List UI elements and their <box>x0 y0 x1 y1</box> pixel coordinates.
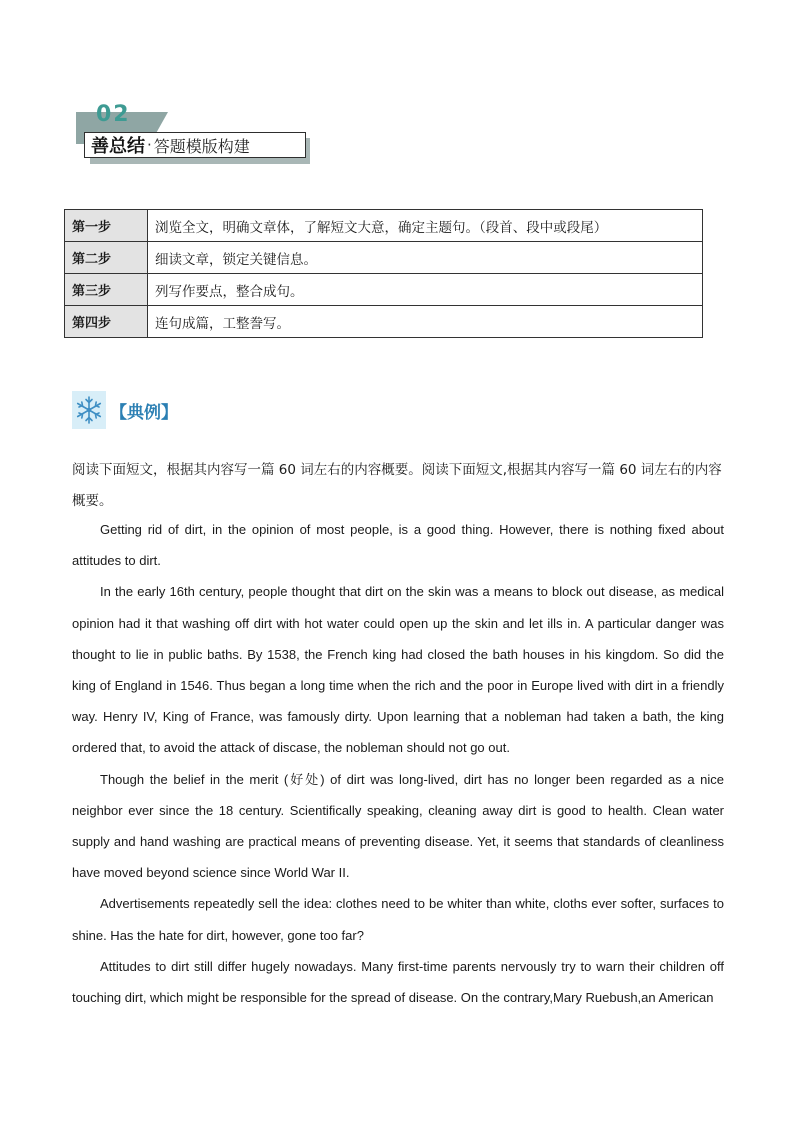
section-title-sub: 答题模版构建 <box>153 136 250 156</box>
passage-paragraph: Attitudes to dirt still differ hugely nowadays. Many first-time parents nervously try to warn their children off touching dirt, which might be responsible for the spread of disease. On the contrary,Mary Ruebush,an American <box>72 958 724 1006</box>
step-text: 浏览全文，明确文章体，了解短文大意，确定主题句。（段首、段中或段尾） <box>148 210 703 242</box>
steps-table <box>64 209 703 338</box>
step-text: 列写作要点，整合成句。 <box>148 274 703 306</box>
section-title-separator: · <box>147 136 152 154</box>
table-row <box>65 274 703 306</box>
example-header <box>72 390 178 430</box>
passage-paragraph: Though the belief in the merit (好处) of dirt was long-lived, dirt has no longer been regarded as a nice neighbor ever since the 18 century. Scientifically speaking, cleaning away dirt is good to health. Clean water supply and hand washing are practical means of preventing disease. Yet, it seems that standards of cleanliness have moved beyond science since World War II. <box>72 771 724 881</box>
step-text: 细读文章，锁定关键信息。 <box>148 242 703 274</box>
step-label: 第一步 <box>65 210 148 242</box>
step-text: 连句成篇，工整誊写。 <box>148 306 703 338</box>
step-label: 第二步 <box>65 242 148 274</box>
step-label: 第三步 <box>65 274 148 306</box>
example-title: 【典例】 <box>110 402 178 423</box>
passage-paragraph: In the early 16th century, people thought that dirt on the skin was a means to block out disease, as medical opinion had it that washing off dirt with hot water could open up the skin and let ills in. A particular danger was thought to lie in public baths. By 1538, the French king had closed the bath houses in his kingdom. So did the king of England in 1546. Thus began a long time when the rich and the poor in Europe lived with dirt in a friendly way. Henry IV, King of France, was famously dirty. Upon learning that a nobleman had taken a bath, the king ordered that, to avoid the attack of discase, the nobleman should not go out. <box>72 584 724 756</box>
section-number: 02 <box>96 102 131 127</box>
passage-paragraph: Getting rid of dirt, in the opinion of most people, is a good thing. However, there is nothing fixed about attitudes to dirt. <box>72 522 724 569</box>
passage-paragraph: Advertisements repeatedly sell the idea: clothes need to be whiter than white, cloths ever softer, surfaces to shine. Has the hate for dirt, however, gone too far? <box>72 896 724 943</box>
task-instruction: 阅读下面短文，根据其内容写一篇 60 词左右的内容概要。阅读下面短文,根据其内容写一篇 60 词左右的内容概要。 <box>72 462 722 509</box>
snowflake-icon <box>72 391 106 429</box>
table-row <box>65 306 703 338</box>
section-title-box <box>84 132 306 158</box>
step-label: 第四步 <box>65 306 148 338</box>
reading-passage <box>72 514 724 1013</box>
table-row <box>65 242 703 274</box>
section-title-bold: 善总结 <box>91 136 145 157</box>
section-header <box>76 102 310 164</box>
table-row <box>65 210 703 242</box>
